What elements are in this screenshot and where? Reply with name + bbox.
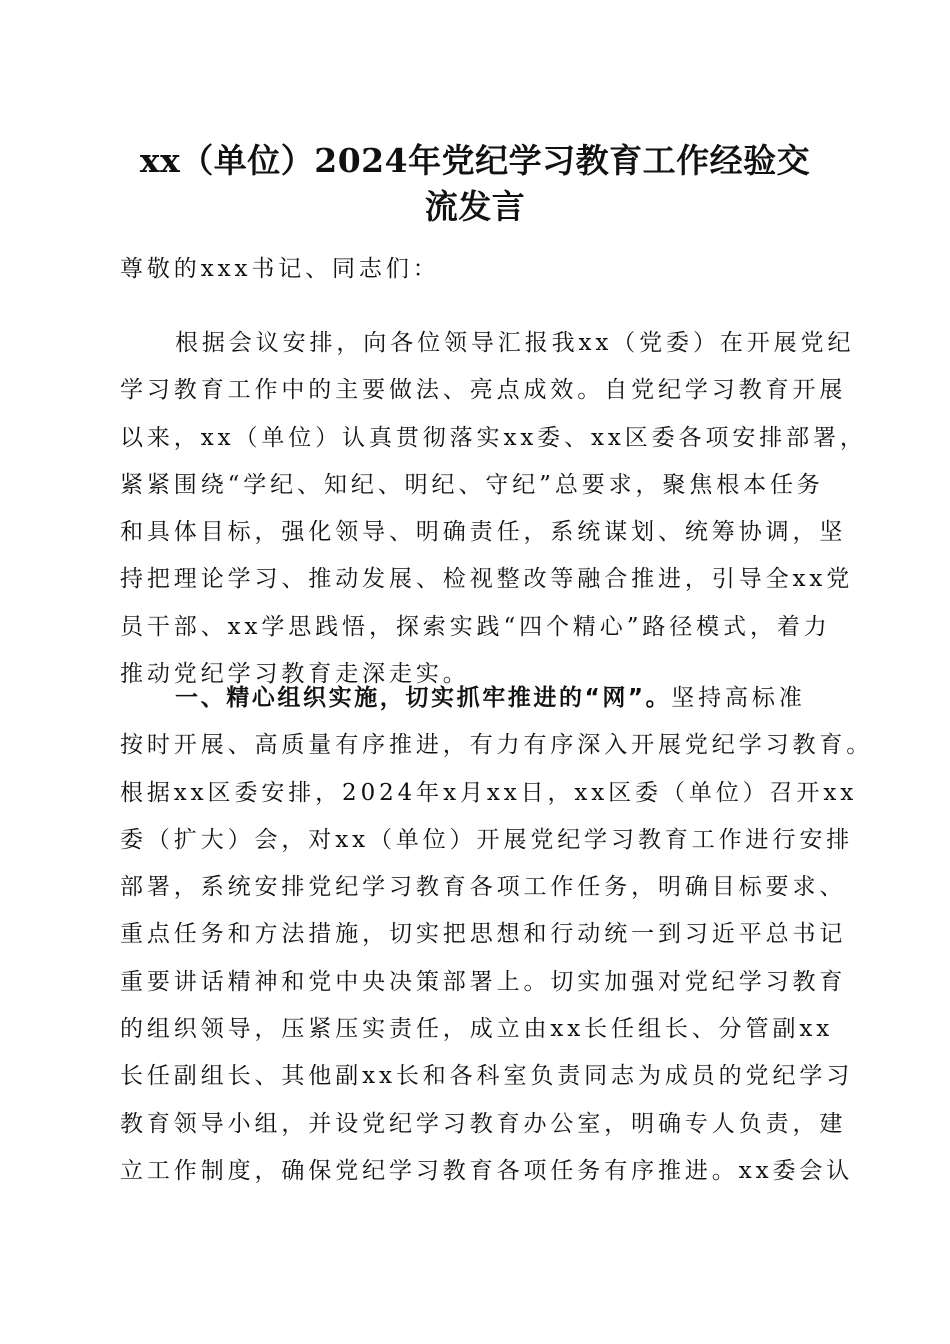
paragraph-line: 长任副组长、其他副xx长和各科室负责同志为成员的党纪学习 [120,1063,854,1090]
paragraph-line: 和具体目标，强化领导、明确责任，系统谋划、统筹协调，坚 [120,519,847,546]
salutation: 尊敬的xxx书记、同志们： [120,256,440,282]
paragraph-line: 紧紧围绕“学纪、知纪、明纪、守纪”总要求，聚焦根本任务 [120,471,824,498]
paragraph-line: 员干部、xx学思践悟，探索实践“四个精心”路径模式，着力 [120,613,831,640]
paragraph-line: 重要讲话精神和党中央决策部署上。切实加强对党纪学习教育 [120,968,847,995]
paragraph-line: 按时开展、高质量有序推进，有力有序深入开展党纪学习教育。 [120,732,874,759]
paragraph-line: 教育领导小组，并设党纪学习教育办公室，明确专人负责，建 [120,1110,847,1137]
title-line-1: xx（单位）2024年党纪学习教育工作经验交 [139,141,811,180]
paragraph-line: 根据会议安排，向各位领导汇报我xx（党委）在开展党纪 [175,330,855,356]
paragraph-line: 部署，系统安排党纪学习教育各项工作任务，明确目标要求、 [120,874,847,901]
paragraph-line: 学习教育工作中的主要做法、亮点成效。自党纪学习教育开展 [120,377,847,404]
paragraph-line: 持把理论学习、推动发展、检视整改等融合推进，引导全xx党 [120,566,854,593]
paragraph-line: 一、精心组织实施，切实抓牢推进的“网”。坚持高标准 [175,685,806,711]
paragraph-line: 立工作制度，确保党纪学习教育各项任务有序推进。xx委会认 [120,1157,854,1184]
paragraph-section-one [120,675,874,1195]
paragraph-line: 以来，xx（单位）认真贯彻落实xx委、xx区委各项安排部署， [120,424,867,451]
paragraph-line: 根据xx区委安排，2024年x月xx日，xx区委（单位）召开xx [120,779,858,806]
section-heading: 一、精心组织实施，切实抓牢推进的“网”。 [175,685,672,711]
paragraph-line: 推动党纪学习教育走深走实。 [120,661,470,688]
paragraph-intro [120,320,867,698]
paragraph-line: 委（扩大）会，对xx（单位）开展党纪学习教育工作进行安排 [120,826,854,853]
paragraph-line: 重点任务和方法措施，切实把思想和行动统一到习近平总书记 [120,921,847,948]
document-title [95,138,855,230]
title-line-2: 流发言 [424,187,526,226]
paragraph-line: 的组织领导，压紧压实责任，成立由xx长任组长、分管副xx [120,1016,834,1043]
